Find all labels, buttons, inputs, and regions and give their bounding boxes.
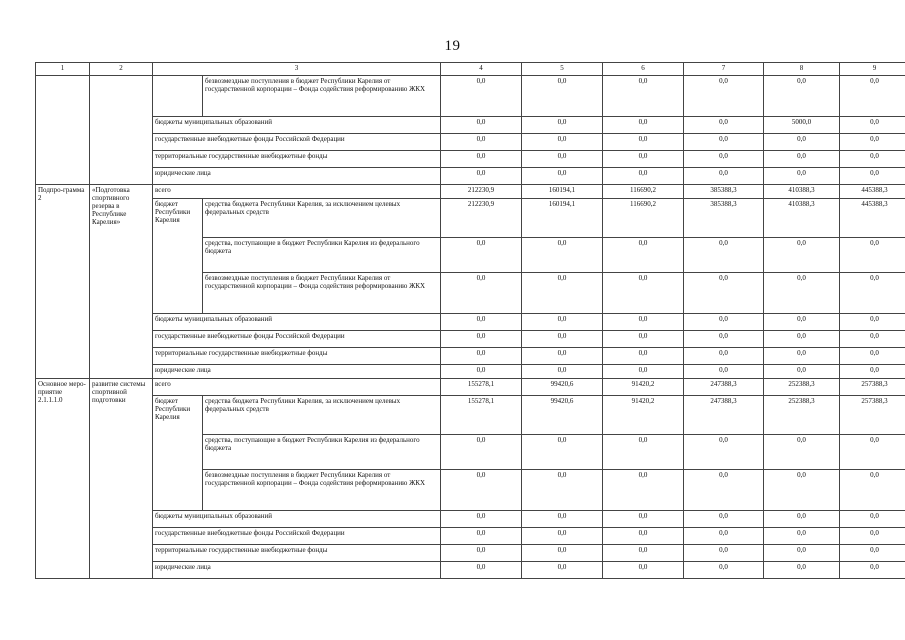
subprogram-row-value: 0,0 — [441, 348, 522, 365]
subprogram-row-value: 0,0 — [522, 348, 603, 365]
column-header: 6 — [603, 63, 684, 76]
table-row — [36, 365, 905, 379]
carryover-row-value: 0,0 — [684, 168, 764, 185]
measure-row-value: 99420,6 — [522, 379, 603, 396]
subprogram-row-value: 116690,2 — [603, 185, 684, 199]
funding-source-label: государственные внебюджетные фонды Российской Федерации — [153, 331, 441, 348]
table-row — [36, 168, 905, 185]
subprogram-row-value: 0,0 — [441, 238, 522, 273]
subprogram-row-value: 0,0 — [840, 348, 905, 365]
measure-row-value: 0,0 — [764, 435, 840, 470]
total-label: всего — [153, 185, 441, 199]
table-row — [36, 117, 905, 134]
subprogram-row-value: 0,0 — [840, 331, 905, 348]
carryover-row-value: 0,0 — [603, 117, 684, 134]
subprogram-row-value: 0,0 — [603, 314, 684, 331]
measure-row-value: 0,0 — [441, 511, 522, 528]
subprogram-row-value: 0,0 — [522, 238, 603, 273]
column-header: 7 — [684, 63, 764, 76]
subprogram-row-value: 0,0 — [764, 348, 840, 365]
table-row — [36, 314, 905, 331]
carryover-row-value: 0,0 — [603, 76, 684, 117]
measure-row-value: 252388,3 — [764, 379, 840, 396]
measure-row-value: 155278,1 — [441, 396, 522, 435]
column-header: 3 — [153, 63, 441, 76]
measure-row-value: 0,0 — [684, 545, 764, 562]
subprogram-row-value: 0,0 — [441, 273, 522, 314]
table-row — [36, 76, 905, 117]
measure-name: развитие системы спортивной подготовки — [90, 379, 153, 579]
subprogram-row-value: 0,0 — [840, 273, 905, 314]
carryover-row-value: 0,0 — [441, 117, 522, 134]
subprogram-row-value: 0,0 — [441, 314, 522, 331]
table-row — [36, 511, 905, 528]
budget-source-label: бюджет Республики Карелия — [153, 199, 203, 314]
table-row — [36, 348, 905, 365]
measure-row-value: 0,0 — [441, 528, 522, 545]
funding-source-label: бюджеты муниципальных образований — [153, 511, 441, 528]
carryover-row-value: 0,0 — [441, 76, 522, 117]
measure-row-value: 0,0 — [522, 435, 603, 470]
subprogram-row-value: 0,0 — [684, 331, 764, 348]
subprogram-row-value: 0,0 — [603, 365, 684, 379]
funding-source-label: государственные внебюджетные фонды Российской Федерации — [153, 134, 441, 151]
measure-row-value: 0,0 — [840, 562, 905, 579]
subprogram-row-value: 0,0 — [603, 238, 684, 273]
carryover-row-value: 0,0 — [441, 168, 522, 185]
subprogram-row-value: 0,0 — [764, 273, 840, 314]
carryover-row-value: 0,0 — [764, 134, 840, 151]
funding-source-label: безвозмездные поступления в бюджет Республики Карелия от государственной корпорации – Фонда содействия реформированию ЖКХ — [203, 76, 441, 117]
table-row — [36, 199, 905, 238]
subprogram-row-value: 385388,3 — [684, 199, 764, 238]
carryover-row-value: 0,0 — [603, 168, 684, 185]
subprogram-row-value: 0,0 — [441, 331, 522, 348]
measure-row-value: 0,0 — [522, 545, 603, 562]
column-header: 1 — [36, 63, 90, 76]
funding-source-label: средства бюджета Республики Карелия, за исключением целевых федеральных средств — [203, 396, 441, 435]
measure-row-value: 0,0 — [764, 528, 840, 545]
subprogram-row-value: 0,0 — [684, 348, 764, 365]
subprogram-row-value: 445388,3 — [840, 185, 905, 199]
subprogram-row-value: 410388,3 — [764, 199, 840, 238]
measure-row-value: 0,0 — [684, 470, 764, 511]
subprogram-row-value: 116690,2 — [603, 199, 684, 238]
measure-row-value: 0,0 — [764, 545, 840, 562]
subprogram-row-value: 0,0 — [840, 365, 905, 379]
subprogram-row-value: 0,0 — [684, 273, 764, 314]
carryover-row-value: 0,0 — [522, 76, 603, 117]
subprogram-row-value: 0,0 — [840, 314, 905, 331]
measure-row-value: 155278,1 — [441, 379, 522, 396]
measure-row-value: 0,0 — [684, 562, 764, 579]
measure-row-value: 0,0 — [441, 470, 522, 511]
carryover-row-value: 0,0 — [441, 151, 522, 168]
measure-row-value: 0,0 — [840, 545, 905, 562]
measure-row-value: 0,0 — [684, 528, 764, 545]
measure-code: Основное меро-приятие 2.1.1.1.0 — [36, 379, 90, 579]
measure-row-value: 252388,3 — [764, 396, 840, 435]
page-number: 19 — [444, 38, 461, 54]
funding-source-label: средства, поступающие в бюджет Республики Карелия из федерального бюджета — [203, 238, 441, 273]
subprogram-row-value: 0,0 — [522, 314, 603, 331]
funding-source-label: бюджеты муниципальных образований — [153, 117, 441, 134]
carryover-row-value: 0,0 — [764, 76, 840, 117]
subprogram-row-value: 0,0 — [684, 238, 764, 273]
funding-source-label: территориальные государственные внебюджетные фонды — [153, 545, 441, 562]
measure-row-value: 247388,3 — [684, 396, 764, 435]
subprogram-row-value: 0,0 — [840, 238, 905, 273]
carryover-row-value: 0,0 — [684, 134, 764, 151]
table-row — [36, 151, 905, 168]
subprogram-row-value: 0,0 — [764, 331, 840, 348]
carryover-row-value: 0,0 — [684, 151, 764, 168]
code-cell — [36, 76, 90, 185]
measure-row-value: 0,0 — [441, 435, 522, 470]
column-header: 9 — [840, 63, 905, 76]
measure-row-value: 0,0 — [603, 562, 684, 579]
measure-row-value: 0,0 — [522, 470, 603, 511]
subprogram-row-value: 0,0 — [603, 331, 684, 348]
carryover-row-value: 0,0 — [684, 76, 764, 117]
subprogram-row-value: 0,0 — [522, 365, 603, 379]
subprogram-row-value: 0,0 — [764, 238, 840, 273]
measure-row-value: 257388,3 — [840, 379, 905, 396]
carryover-row-value: 0,0 — [522, 151, 603, 168]
subprogram-row-value: 0,0 — [684, 365, 764, 379]
column-header: 2 — [90, 63, 153, 76]
measure-row-value: 0,0 — [840, 511, 905, 528]
funding-source-label: территориальные государственные внебюджетные фонды — [153, 348, 441, 365]
subprogram-row-value: 385388,3 — [684, 185, 764, 199]
measure-row-value: 0,0 — [603, 528, 684, 545]
carryover-row-value: 0,0 — [840, 151, 905, 168]
funding-source-label: безвозмездные поступления в бюджет Республики Карелия от государственной корпорации – Фонда содействия реформированию ЖКХ — [203, 273, 441, 314]
name-cell — [90, 76, 153, 185]
table-row — [36, 562, 905, 579]
funding-source-label: бюджеты муниципальных образований — [153, 314, 441, 331]
column-header: 4 — [441, 63, 522, 76]
budget-table — [35, 62, 905, 579]
carryover-row-value: 5000,0 — [764, 117, 840, 134]
funding-source-label: территориальные государственные внебюджетные фонды — [153, 151, 441, 168]
carryover-row-value: 0,0 — [840, 76, 905, 117]
measure-row-value: 0,0 — [764, 470, 840, 511]
table-row — [36, 528, 905, 545]
measure-row-value: 0,0 — [441, 545, 522, 562]
measure-row-value: 0,0 — [840, 470, 905, 511]
measure-row-value: 0,0 — [522, 528, 603, 545]
measure-row-value: 99420,6 — [522, 396, 603, 435]
measure-row-value: 0,0 — [840, 528, 905, 545]
total-label: всего — [153, 379, 441, 396]
funding-source-label: средства бюджета Республики Карелия, за исключением целевых федеральных средств — [203, 199, 441, 238]
measure-row-value: 0,0 — [603, 511, 684, 528]
measure-row-value: 0,0 — [603, 435, 684, 470]
subprogram-row-value: 0,0 — [684, 314, 764, 331]
funding-source-label: юридические лица — [153, 562, 441, 579]
carryover-row-value: 0,0 — [840, 168, 905, 185]
carryover-row-value: 0,0 — [764, 168, 840, 185]
measure-row-value: 0,0 — [522, 511, 603, 528]
funding-source-label: безвозмездные поступления в бюджет Республики Карелия от государственной корпорации – Фонда содействия реформированию ЖКХ — [203, 470, 441, 511]
subprogram-row-value: 0,0 — [764, 314, 840, 331]
table-row — [36, 545, 905, 562]
measure-row-value: 0,0 — [684, 435, 764, 470]
measure-row-value: 0,0 — [603, 545, 684, 562]
carryover-row-value: 0,0 — [764, 151, 840, 168]
carryover-row-value: 0,0 — [522, 168, 603, 185]
carryover-row-value: 0,0 — [522, 117, 603, 134]
subprogram-row-value: 212230,9 — [441, 185, 522, 199]
subprogram-row-value: 0,0 — [603, 348, 684, 365]
subprogram-code: Подпро-грамма 2 — [36, 185, 90, 379]
subprogram-row-value: 410388,3 — [764, 185, 840, 199]
measure-row-value: 0,0 — [764, 511, 840, 528]
measure-row-value: 0,0 — [603, 470, 684, 511]
carryover-row-value: 0,0 — [840, 117, 905, 134]
funding-source-label: средства, поступающие в бюджет Республики Карелия из федерального бюджета — [203, 435, 441, 470]
measure-row-value: 0,0 — [764, 562, 840, 579]
subprogram-name: «Подготовка спортивного резерва в Республике Карелия» — [90, 185, 153, 379]
table-row — [36, 134, 905, 151]
measure-row-value: 0,0 — [840, 435, 905, 470]
subprogram-row-value: 0,0 — [441, 365, 522, 379]
table-row — [36, 379, 905, 396]
subprogram-row-value: 0,0 — [764, 365, 840, 379]
funding-source-label: юридические лица — [153, 168, 441, 185]
budget-source-label: бюджет Республики Карелия — [153, 396, 203, 511]
table-row — [36, 185, 905, 199]
budget-source-cell — [153, 76, 203, 117]
measure-row-value: 91420,2 — [603, 396, 684, 435]
column-header: 8 — [764, 63, 840, 76]
carryover-row-value: 0,0 — [684, 117, 764, 134]
measure-row-value: 0,0 — [684, 511, 764, 528]
carryover-row-value: 0,0 — [441, 134, 522, 151]
funding-source-label: юридические лица — [153, 365, 441, 379]
header-row — [36, 63, 905, 76]
column-header: 5 — [522, 63, 603, 76]
subprogram-row-value: 0,0 — [522, 331, 603, 348]
subprogram-row-value: 0,0 — [522, 273, 603, 314]
carryover-row-value: 0,0 — [603, 151, 684, 168]
measure-row-value: 0,0 — [522, 562, 603, 579]
measure-row-value: 247388,3 — [684, 379, 764, 396]
funding-source-label: государственные внебюджетные фонды Российской Федерации — [153, 528, 441, 545]
table-row — [36, 331, 905, 348]
subprogram-row-value: 212230,9 — [441, 199, 522, 238]
subprogram-row-value: 160194,1 — [522, 185, 603, 199]
measure-row-value: 91420,2 — [603, 379, 684, 396]
carryover-row-value: 0,0 — [603, 134, 684, 151]
measure-row-value: 257388,3 — [840, 396, 905, 435]
subprogram-row-value: 160194,1 — [522, 199, 603, 238]
carryover-row-value: 0,0 — [522, 134, 603, 151]
table-row — [36, 396, 905, 435]
carryover-row-value: 0,0 — [840, 134, 905, 151]
measure-row-value: 0,0 — [441, 562, 522, 579]
subprogram-row-value: 445388,3 — [840, 199, 905, 238]
subprogram-row-value: 0,0 — [603, 273, 684, 314]
